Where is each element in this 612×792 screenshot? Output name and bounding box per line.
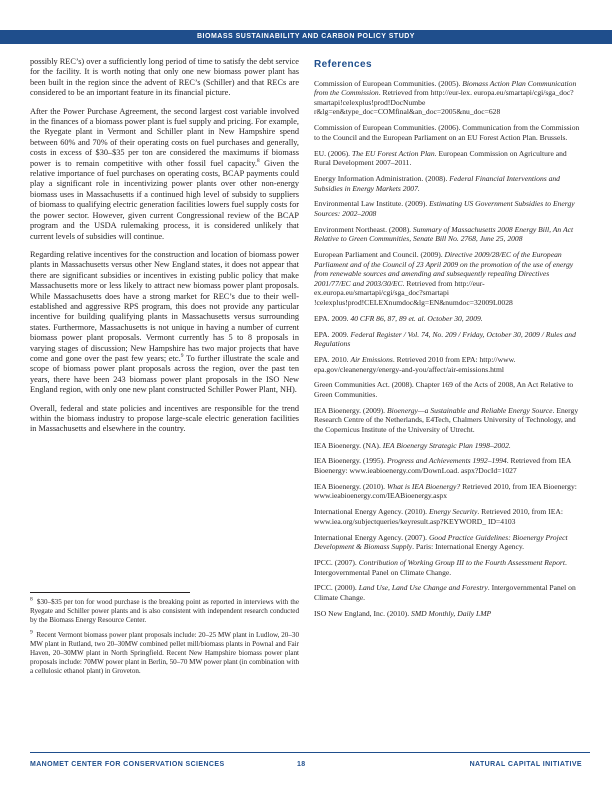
references-heading: References [314,59,372,70]
reference-entry: ISO New England, Inc. (2010). SMD Monthly, Daily LMP [314,608,492,618]
reference-entry: Commission of European Communities. (2005). Biomass Action Plan Communication from the Commission. Retrieved from http://eur-lex. europa.eu/smartapi/cgi/sga_doc?smartapi!celexplus!prod!DocNumbe r&lg=en&type_doc=COMfinal&an_doc=2005&nu_doc=628 [314,78,577,117]
footnote-marker[interactable]: 9 [180,353,184,360]
reference-entry: IEA Bioenergy. (2010). What is IEA Bioenergy? Retrieved 2010, from IEA Bioenergy: www.ieabioenergy.com/IEABioenergy.aspx [314,481,577,501]
reference-entry: International Energy Agency. (2007). Good Practice Guidelines: Bioenergy Project Development & Biomass Supply. Paris: International Energy Agency. [314,532,568,552]
footer-initiative: NATURAL CAPITAL INITIATIVE [469,761,582,768]
footnotes [30,598,299,682]
reference-entry: European Parliament and Council. (2009). Directive 2009/28/EC of the European Parliament and of the Council of 23 April 2009 on the promotion of the use of energy from renewable sources and amending and subsequently repealing Directives 2001/77/EC and 2003/30/EC. Retrieved from http://eur-ex.europa.eu/smartapi/cgi/sga_doc?smartapi !celexplus!prod!CELEXnumdoc&lg=EN&numdoc=32009L0028 [314,250,574,307]
reference-entry: Energy Information Administration. (2008). Federal Financial Interventions and Subsidies in Energy Markets 2007. [314,173,560,193]
footnote-marker[interactable]: 8 [256,157,260,164]
reference-entry: IPCC. (2000). Land Use, Land Use Change and Forestry. Intergovernmental Panel on Climate Change. [314,583,576,602]
references-column [314,60,584,624]
reference-entry: EPA. 2009. 40 CFR 86, 87, 89 et. al. October 30, 2009. [314,313,483,323]
body-paragraph: Regarding relative incentives for the construction and location of biomass power plants in Massachusetts versus other New England states, it does not appear that there are significant subsidies or incentives in existing public policy that make Massachusetts more or less likely to attract new biomass power plant proposals. While Massachusetts does have a strong market for REC’s due to their well-established and aggressive RPS program, this does not provide any particular incentive for building qualifying plants in Massachusetts versus surrounding states. Furthermore, Massachusetts is not unique in having a number of current biomass power plant proposals. Vermont currently has 5 to 8 proposals in varying stages of discussion; New Hampshire has two major projects that have come and gone over the past few years; etc.$^9$ To further illustrate the scale and scope of biomass power plant proposals across the region, over the past ten years, there have been 243 biomass power plant proposals in the ISO New England region, with only one new plant constructed Schiller Power Plant, NH). [30,249,300,395]
reference-entry: Commission of European Communities. (2006). Communication from the Commission to the Council and the European Parliament on an EU Forest Action Plan. Brussels. [314,123,580,142]
reference-entry: IEA Bioenergy. (NA). IEA Bioenergy Strategic Plan 1998–2002. [314,440,511,450]
reference-entry: EU. (2006). The EU Forest Action Plan. European Commission on Agriculture and Rural Development 2007–2011. [314,148,567,168]
reference-entry: IEA Bioenergy. (1995). Progress and Achievements 1992–1994. Retrieved from IEA Bioenergy: www.ieabioenergy.com/DownLoad. aspx?DocId=1027 [314,456,571,476]
reference-entry: Environment Northeast. (2008). Summary of Massachusetts 2008 Energy Bill, An Act Relative to Green Communities, Senate Bill No. 2768, June 25, 2008 [314,224,574,244]
page-number: 18 [297,761,306,768]
reference-entry: IPCC. (2007). Contribution of Working Group III to the Fourth Assessment Report. Intergovernmental Panel on Climate Change. [314,557,567,577]
footer-organization: MANOMET CENTER FOR CONSERVATION SCIENCES [30,761,225,768]
footnote-divider [30,592,190,593]
body-paragraph: After the Power Purchase Agreement, the second largest cost variable involved in the finances of a biomass power plant is fuel supply and pricing. For example, the Ryegate plant in Vermont and Schiller plant in New Hampshire spend between 60% and 70% of their operating costs on fuel purchases and generally, costs in excess of $30–$35 per ton are considered the maximums if biomass power is to remain competitive with other fossil fuel capacity.$^8$ Given the relative importance of fuel purchases on operating costs, BCAP payments could play a significant role in incentivizing power plants over other non-energy biomass uses in Massachusetts if a continued high level of subsidy to suppliers of biomass to qualifying electric generation facilities lowers fuel supply costs for the power sector. However, given current Congressional review of the BCAP program and the USDA rulemaking process, it is considered unlikely that current levels of subsidies will continue. [30,106,299,241]
reference-entry: Green Communities Act. (2008). Chapter 169 of the Acts of 2008, An Act Relative to Green Communities. [314,380,574,399]
reference-entry: EPA. 2009. Federal Register / Vol. 74, No. 209 / Friday, October 30, 2009 / Rules and Regulations [314,329,576,349]
reference-entry: International Energy Agency. (2010). Energy Security. Retrieved 2010, from IEA: www.iea.org/subjectqueries/keyresult.asp?KEYWORD_ ID=4103 [314,507,563,526]
reference-entry: EPA. 2010. Air Emissions. Retrieved 2010 from EPA: http://www. epa.gov/cleanenergy/energy-and-you/affect/air-emissions.html [314,354,516,374]
reference-entry: Environmental Law Institute. (2009). Estimating US Government Subsidies to Energy Sources: 2002–2008 [314,199,575,218]
reference-list [314,79,584,619]
footer-divider [30,752,590,753]
running-header: BIOMASS SUSTAINABILITY AND CARBON POLICY STUDY [0,30,612,44]
body-paragraph: Overall, federal and state policies and incentives are responsible for the trend within the biomass industry to propose large-scale electric generation facilities in Massachusetts and elsewhere in the country. [30,403,299,434]
footnote: $^8$ $30–$35 per ton for wood purchase is the breaking point as reported in interviews with the Ryegate and Schiller power plants and is also consistent with independent research conducted by the Biomass Energy Resource Center. [30,596,300,624]
body-column [30,57,299,443]
body-paragraph: possibly REC’s) over a sufficiently long period of time to satisfy the debt service for the facility. It is worth noting that only one new biomass power plant has been built in the region since the advent of REC’s (Schiller) and that RECs are considered to be an important feature in its financial picture. [30,57,299,98]
reference-entry: IEA Bioenergy. (2009). Bioenergy—a Sustainable and Reliable Energy Source. Energy Research Centre of the Netherlands, E4Tech, Chalmers University of Technology, and the Copernicus Institute of the University of Utrecht. [314,405,579,434]
footnote: $^9$ Recent Vermont biomass power plant proposals include: 20–25 MW plant in Ludlow, 20–30 MW plant in Rutland, two 20–30MW combined pellet mill/biomass plants in Pownal and Fair Haven, 20–30MW plant in North Springfield. Recent New Hampshire biomass power plant proposals include: 70MW power plant in Berlin, 50–70 MW power plant (in combination with a cellulosic ethanol plant) in Groveton. [30,629,299,675]
